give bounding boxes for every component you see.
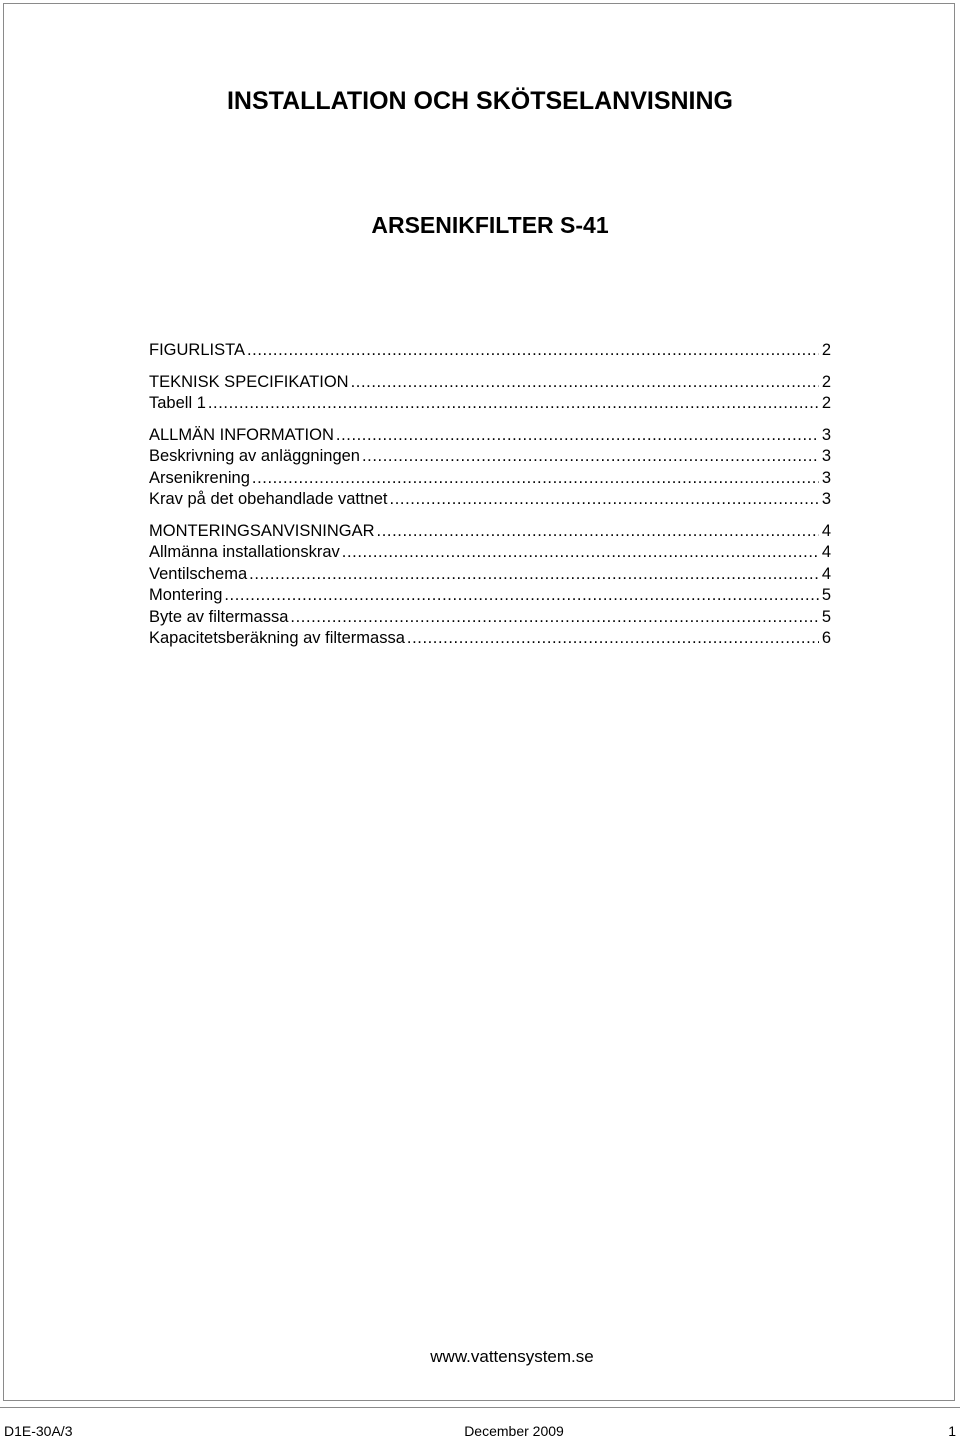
toc-entry-page: 3 bbox=[821, 490, 831, 508]
toc-dot-leader bbox=[342, 542, 819, 564]
footer-date: December 2009 bbox=[464, 1423, 564, 1439]
toc-dot-leader bbox=[247, 340, 819, 362]
toc-entry-beskrivning[interactable] bbox=[149, 446, 831, 468]
toc-entry-label: Byte av filtermassa bbox=[149, 607, 289, 626]
toc-entry-arsenikrening[interactable] bbox=[149, 468, 831, 490]
toc-entry-page: 2 bbox=[821, 372, 831, 391]
toc-entry-monteringsanvisningar[interactable] bbox=[149, 521, 831, 543]
toc-entry-page: 5 bbox=[821, 586, 831, 604]
toc-entry-label: Kapacitetsberäkning av filtermassa bbox=[149, 629, 405, 647]
toc-entry-label: Beskrivning av anläggningen bbox=[149, 447, 360, 465]
toc-entry-page: 2 bbox=[821, 341, 831, 359]
toc-dot-leader bbox=[252, 468, 819, 490]
toc-entry-page: 2 bbox=[821, 394, 831, 412]
footer-divider bbox=[0, 1407, 960, 1408]
toc-entry-figurlista[interactable] bbox=[149, 340, 831, 362]
website-link[interactable]: www.vattensystem.se bbox=[430, 1347, 594, 1366]
toc-entry-tabell-1[interactable] bbox=[149, 393, 831, 415]
footer-doc-id: D1E-30A/3 bbox=[4, 1423, 73, 1439]
toc-entry-allmanna-installationskrav[interactable] bbox=[149, 542, 831, 564]
toc-dot-leader bbox=[362, 446, 819, 468]
toc-entry-page: 3 bbox=[821, 468, 831, 487]
toc-entry-page: 3 bbox=[821, 447, 831, 465]
toc-entry-teknisk-specifikation[interactable] bbox=[149, 372, 831, 394]
toc-entry-label: Tabell 1 bbox=[149, 394, 206, 412]
toc-dot-leader bbox=[290, 607, 818, 629]
toc-dot-leader bbox=[208, 393, 819, 415]
toc-dot-leader bbox=[249, 564, 819, 586]
document-title: INSTALLATION OCH SKÖTSELANVISNING bbox=[226, 87, 734, 115]
toc-entry-kapacitetsberakning[interactable] bbox=[149, 628, 831, 650]
toc-entry-page: 4 bbox=[821, 564, 831, 583]
toc-entry-label: Krav på det obehandlade vattnet bbox=[149, 490, 388, 508]
toc-dot-leader bbox=[224, 585, 818, 607]
toc-entry-page: 3 bbox=[821, 425, 831, 444]
toc-entry-montering[interactable] bbox=[149, 585, 831, 607]
toc-entry-page: 4 bbox=[821, 543, 831, 561]
toc-dot-leader bbox=[351, 372, 819, 394]
toc-entry-label: Ventilschema bbox=[149, 564, 248, 583]
toc-entry-page: 6 bbox=[821, 629, 831, 647]
toc-entry-byte-av-filtermassa[interactable] bbox=[149, 607, 831, 629]
toc-entry-label: Montering bbox=[149, 586, 223, 604]
toc-dot-leader bbox=[336, 425, 819, 447]
toc-entry-allman-information[interactable] bbox=[149, 425, 831, 447]
toc-entry-ventilschema[interactable] bbox=[149, 564, 831, 586]
toc-dot-leader bbox=[390, 489, 819, 511]
toc-entry-page: 5 bbox=[821, 607, 831, 626]
toc-entry-label: FIGURLISTA bbox=[149, 341, 245, 359]
toc-entry-label: Arsenikrening bbox=[149, 468, 250, 487]
toc-entry-krav[interactable] bbox=[149, 489, 831, 511]
toc-dot-leader bbox=[377, 521, 819, 543]
toc-entry-label: ALLMÄN INFORMATION bbox=[149, 425, 334, 444]
table-of-contents bbox=[149, 340, 831, 650]
toc-entry-label: MONTERINGSANVISNINGAR bbox=[149, 521, 375, 540]
document-subtitle: ARSENIKFILTER S-41 bbox=[371, 212, 609, 238]
toc-entry-label: TEKNISK SPECIFIKATION bbox=[149, 372, 349, 391]
toc-entry-page: 4 bbox=[821, 521, 831, 540]
toc-dot-leader bbox=[407, 628, 819, 650]
toc-entry-label: Allmänna installationskrav bbox=[149, 543, 340, 561]
footer-page-number: 1 bbox=[948, 1423, 956, 1439]
